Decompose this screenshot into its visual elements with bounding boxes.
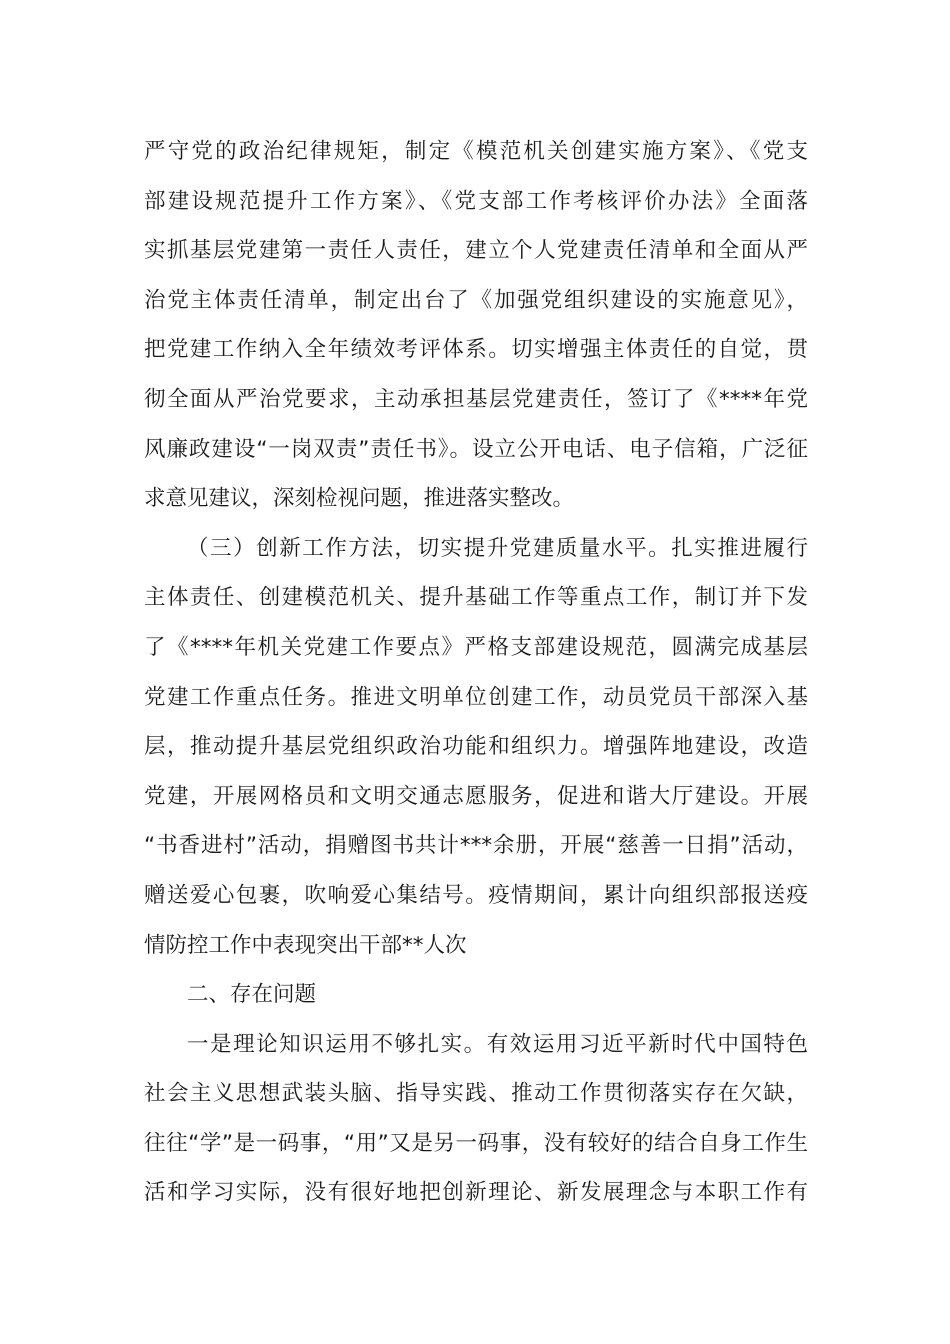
paragraph-party-discipline [144,127,808,524]
text-line: 彻全面从严治党要求，主动承担基层党建责任，签订了《****年党 [144,386,808,412]
text-line: 求意见建议，深刻检视问题，推进落实整改。 [144,486,575,512]
text-line: 往往“学”是一码事，“用”又是另一码事，没有较好的结合自身工作生 [144,1130,808,1156]
text-line: 主体责任、创建模范机关、提升基础工作等重点工作，制订并下发 [144,585,808,611]
text-line: 了《****年机关党建工作要点》严格支部建设规范，圆满完成基层 [144,634,808,660]
text-line: 党建，开展网格员和文明交通志愿服务，促进和谐大厅建设。开展 [144,783,808,809]
text-line: 党建工作重点任务。推进文明单位创建工作，动员党员干部深入基 [144,684,808,710]
text-line: 把党建工作纳入全年绩效考评体系。切实增强主体责任的自觉，贯 [144,337,808,363]
text-line: 层，推动提升基层党组织政治功能和组织力。增强阵地建设，改造 [144,734,808,760]
text-line: （三）创新工作方法，切实提升党建质量水平。扎实推进履行 [187,535,808,561]
text-line: 赠送爱心包裹，吹响爱心集结号。疫情期间，累计向组织部报送疫 [144,882,808,908]
text-line: 治党主体责任清单，制定出台了《加强党组织建设的实施意见》， [144,287,808,313]
paragraph-innovation-methods [144,524,808,970]
text-line: 活和学习实际，没有很好地把创新理论、新发展理念与本职工作有 [144,1180,808,1206]
text-line: 风廉政建设“一岗双责”责任书》。设立公开电话、电子信箱，广泛征 [144,436,808,462]
text-line: 一是理论知识运用不够扎实。有效运用习近平新时代中国特色 [187,1031,808,1057]
text-line: “书香进村”活动，捐赠图书共计***余册，开展“慈善一日捐”活动， [144,833,808,859]
paragraph-theory-application [144,1020,808,1218]
text-line: 部建设规范提升工作方案》、《党支部工作考核评价办法》全面落 [144,188,808,214]
text-line: 严守党的政治纪律规矩，制定《模范机关创建实施方案》、《党支 [144,139,808,164]
text-line: 情防控工作中表现突出干部**人次 [144,932,467,958]
document-body [144,127,808,1218]
section-heading: 二、存在问题 [187,982,317,1008]
text-line: 社会主义思想武装头脑、指导实践、推动工作贯彻落实存在欠缺， [144,1081,808,1107]
text-line: 实抓基层党建第一责任人责任，建立个人党建责任清单和全面从严 [144,238,808,264]
section-heading-problems [144,970,808,1020]
